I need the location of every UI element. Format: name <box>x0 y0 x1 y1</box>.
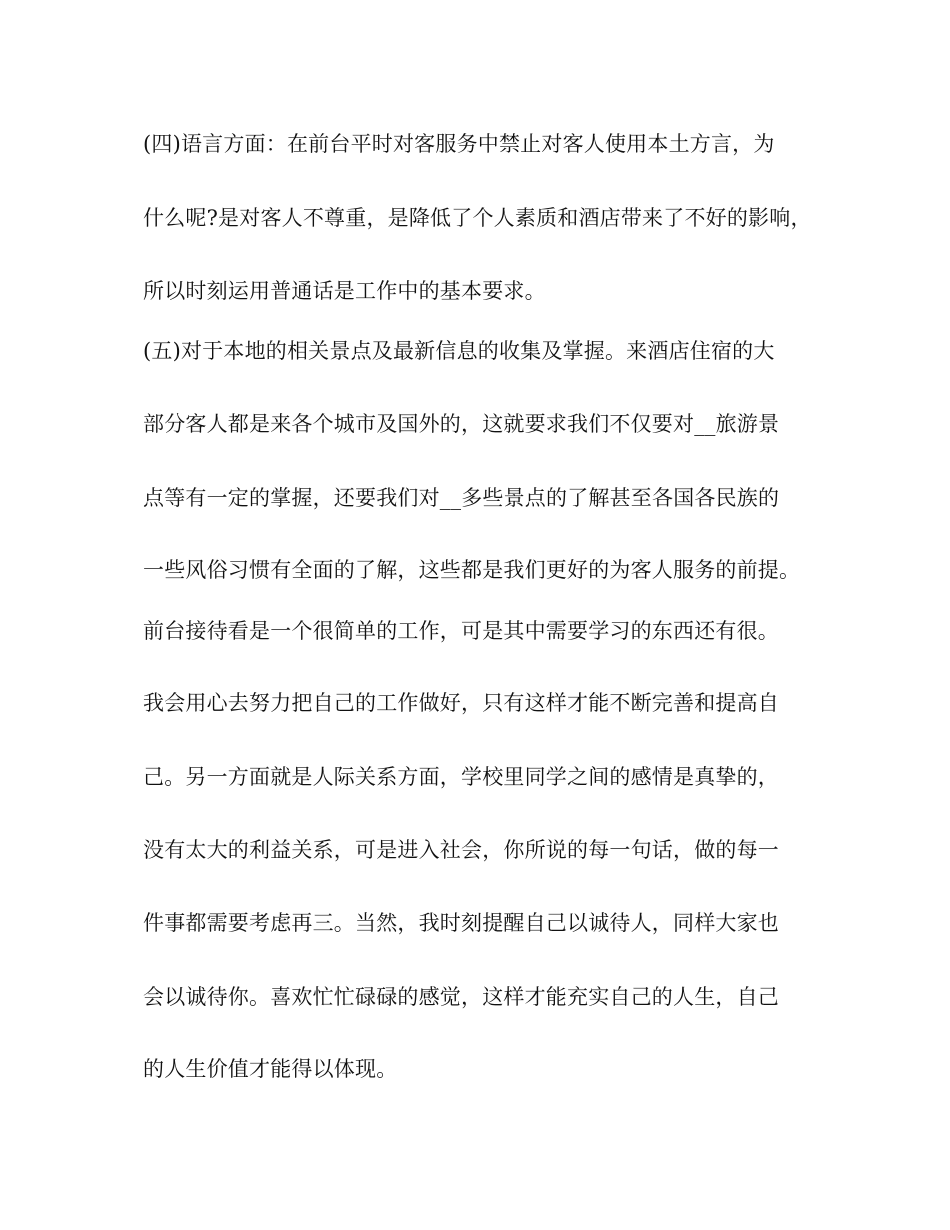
text-line-2: 什么呢?是对客人不尊重，是降低了个人素质和酒店带来了不好的影响， <box>143 206 812 230</box>
text-line-7: 一些风俗习惯有全面的了解，这些都是我们更好的为客人服务的前提。 <box>143 558 801 582</box>
text-line-13: 会以诚待你。喜欢忙忙碌碌的感觉，这样才能充实自己的人生，自己 <box>143 985 779 1009</box>
text-line-14: 的人生价值才能得以体现。 <box>143 1057 398 1081</box>
text-line-6: 点等有一定的掌握，还要我们对__多些景点的了解甚至各国各民族的 <box>143 486 780 510</box>
text-line-4: (五)对于本地的相关景点及最新信息的收集及掌握。来酒店住宿的大 <box>143 339 775 363</box>
text-line-11: 没有太大的利益关系，可是进入社会，你所说的每一句话，做的每一 <box>143 838 779 862</box>
text-line-1: (四)语言方面：在前台平时对客服务中禁止对客人使用本土方言，为 <box>143 132 775 156</box>
text-line-10: 己。另一方面就是人际关系方面，学校里同学之间的感情是真挚的， <box>143 765 779 789</box>
text-line-9: 我会用心去努力把自己的工作做好，只有这样才能不断完善和提高自 <box>143 691 779 715</box>
text-line-5: 部分客人都是来各个城市及国外的，这就要求我们不仅要对__旅游景 <box>143 412 780 436</box>
text-line-8: 前台接待看是一个很简单的工作，可是其中需要学习的东西还有很。 <box>143 619 779 643</box>
text-line-3: 所以时刻运用普通话是工作中的基本要求。 <box>143 279 546 303</box>
text-line-12: 件事都需要考虑再三。当然，我时刻提醒自己以诚待人，同样大家也 <box>143 911 779 935</box>
